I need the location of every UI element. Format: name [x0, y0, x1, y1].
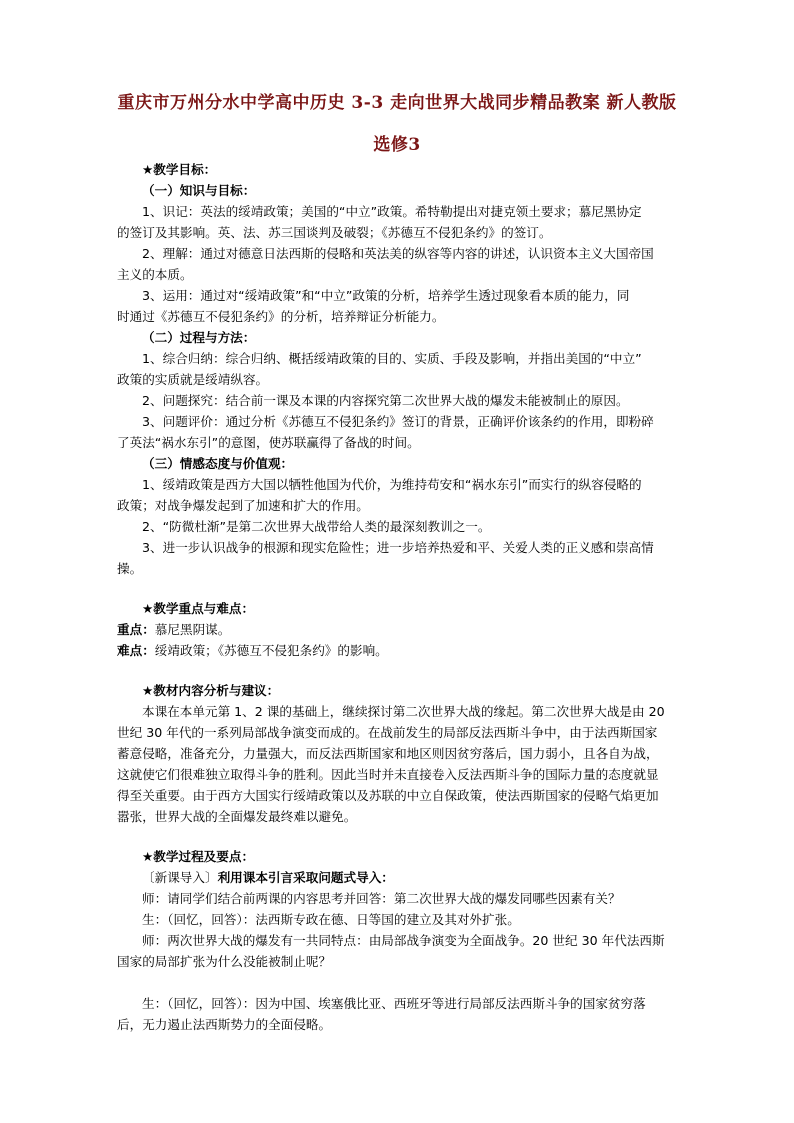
- spacer: [117, 972, 678, 993]
- difficulty-line: [117, 640, 678, 661]
- paragraph-line: 时通过《苏德互不侵犯条约》的分析，培养辩证分析能力。: [117, 309, 445, 324]
- paragraph-line: 3、问题评价：通过分析《苏德互不侵犯条约》签订的背景，正确评价该条约的作用，即粉碎: [142, 414, 654, 429]
- paragraph-line: 操。: [117, 561, 143, 576]
- paragraph-line: 师：两次世界大战的爆发有一共同特点：由局部战争演变为全面战争。20 世纪 30 年代法西斯: [142, 933, 665, 948]
- focus-label: 重点：: [117, 622, 155, 637]
- paragraph-line: 政策的实质就是绥靖纵容。: [117, 372, 269, 387]
- paragraph-line: 3、进一步认识战争的根源和现实危险性；进一步培养热爱和平、关爱人类的正义感和崇高情: [142, 540, 654, 555]
- focus-text: 慕尼黑阴谋。: [154, 622, 231, 637]
- paragraph-line: 蓄意侵略，准备充分，力量强大，而反法西斯国家和地区则因贫穷落后，国力弱小，且各自为战，: [117, 746, 659, 761]
- paragraph-line: 本课在本单元第 1、2 课的基础上，继续探讨第二次世界大战的缘起。第二次世界大战是由 20: [142, 704, 665, 719]
- document-title-line1: 重庆市万州分水中学高中历史 3-3 走向世界大战同步精品教案 新人教版: [117, 93, 677, 113]
- document-body: [117, 159, 678, 1035]
- spacer: [117, 579, 678, 598]
- paragraph-line: 的签订及其影响。英、法、苏三国谈判及破裂；《苏德互不侵犯条约》的签订。: [117, 225, 552, 240]
- spacer: [117, 661, 678, 680]
- paragraph-line: 了英法“祸水东引”的意图，使苏联赢得了备战的时间。: [117, 435, 420, 450]
- paragraph-line: 生：（回忆，回答）：法西斯专政在德、日等国的建立及其对外扩张。: [142, 912, 520, 927]
- paragraph-line: 2、问题探究：结合前一课及本课的内容探究第二次世界大战的爆发未能被制止的原因。: [142, 393, 629, 408]
- keypoints-heading: ★教学重点与难点：: [142, 601, 255, 616]
- paragraph-line: 生：（回忆，回答）：因为中国、埃塞俄比亚、西班牙等进行局部反法西斯斗争的国家贫穷落: [142, 996, 646, 1011]
- paragraph-line: 政策；对战争爆发起到了加速和扩大的作用。: [117, 498, 369, 513]
- spacer: [117, 827, 678, 846]
- analysis-heading: ★教材内容分析与建议：: [142, 683, 280, 698]
- objectives-process-heading: （二）过程与方法：: [142, 330, 256, 345]
- paragraph-line: 师：请同学们结合前两课的内容思考并回答：第二次世界大战的爆发同哪些因素有关？: [142, 891, 621, 906]
- paragraph-line: 世纪 30 年代的一系列局部战争演变而成的。在战前发生的局部反法西斯斗争中，由于法西斯国家: [117, 725, 658, 740]
- paragraph-line: 1、综合归纳：综合归纳、概括绥靖政策的目的、实质、手段及影响，并指出美国的“中立”: [142, 351, 642, 366]
- difficulty-label: 难点：: [117, 643, 155, 658]
- process-heading: ★教学过程及要点：: [142, 849, 255, 864]
- paragraph-line: 国家的局部扩张为什么没能被制止呢？: [117, 954, 332, 969]
- objectives-heading: ★教学目标：: [142, 162, 217, 177]
- paragraph-line: 1、绥靖政策是西方大国以牺牲他国为代价，为维持苟安和“祸水东引”而实行的纵容侵略的: [142, 477, 642, 492]
- paragraph-line: 2、“防微杜渐”是第二次世界大战带给人类的最深刻教训之一。: [142, 519, 491, 534]
- paragraph-line: 嚣张，世界大战的全面爆发最终难以避免。: [117, 809, 357, 824]
- paragraph-line: 3、运用：通过对“绥靖政策”和“中立”政策的分析，培养学生透过现象看本质的能力，同: [142, 288, 630, 303]
- paragraph-line: 2、理解：通过对德意日法西斯的侵略和英法美的纵容等内容的讲述，认识资本主义大国帝国: [142, 246, 654, 261]
- intro-line: [117, 867, 678, 888]
- paragraph-line: 得至关重要。由于西方大国实行绥靖政策以及苏联的中立自保政策，使法西斯国家的侵略气焰更加: [117, 788, 659, 803]
- paragraph-line: 这就使它们很难独立取得斗争的胜利。因此当时并未直接卷入反法西斯斗争的国际力量的态度就显: [117, 767, 659, 782]
- document-title-line2: 选修3: [373, 135, 421, 155]
- paragraph-line: 后，无力遏止法西斯势力的全面侵略。: [117, 1017, 332, 1032]
- paragraph-line: 1、识记：英法的绥靖政策；美国的“中立”政策。希特勒提出对捷克领土要求；慕尼黑协定: [142, 204, 642, 219]
- difficulty-text: 绥靖政策；《苏德互不侵犯条约》的影响。: [154, 643, 388, 658]
- focus-line: [117, 619, 678, 640]
- intro-text: 利用课本引言采取问题式导入：: [217, 870, 394, 885]
- objectives-knowledge-heading: （一）知识与目标：: [142, 183, 256, 198]
- paragraph-line: 主义的本质。: [117, 267, 193, 282]
- objectives-values-heading: （三）情感态度与价值观：: [142, 456, 294, 471]
- intro-label: 〔新课导入〕: [142, 870, 218, 885]
